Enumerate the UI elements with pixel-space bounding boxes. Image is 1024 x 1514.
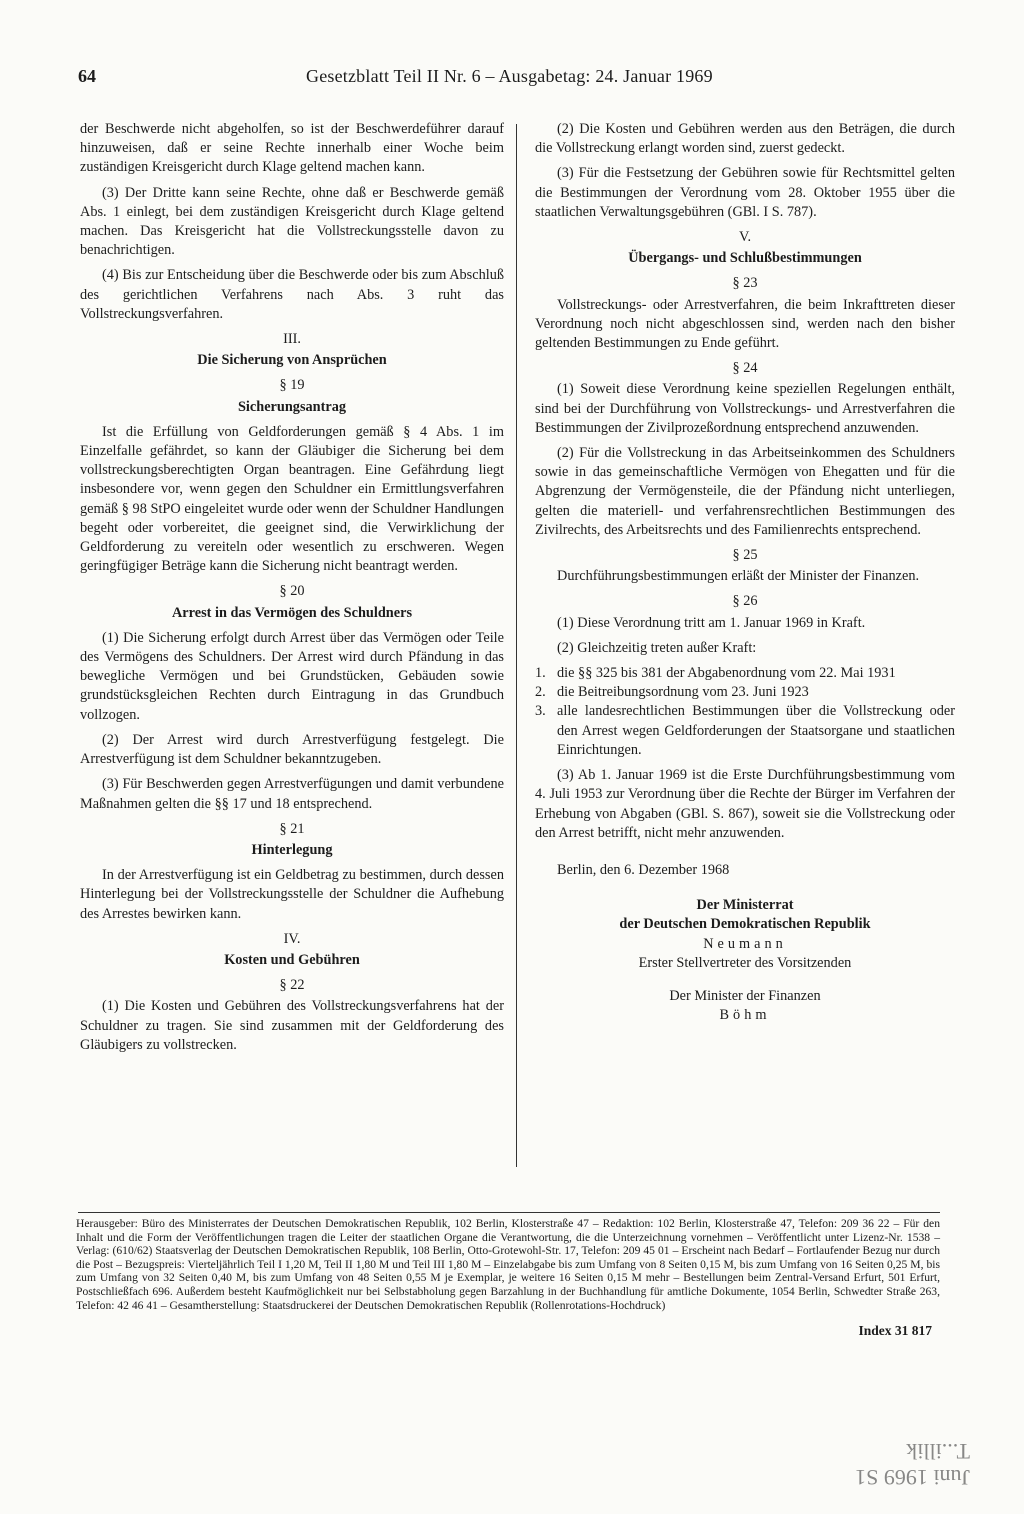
paragraph: (2) Die Kosten und Gebühren werden aus den Beträgen, die durch die Vollstreckung erlangt worden sind, zuerst gedeckt.	[535, 121, 955, 157]
paragraph: (3) Für die Festsetzung der Gebühren sowie für Rechtsmittel gelten die Bestimmungen der Verordnung vom 28. Oktober 1955 über die staatlichen Verwaltungsgebühren (GBl. I S. 787).	[535, 165, 955, 220]
list-item-text: die §§ 325 bis 381 der Abgabenordnung vom 22. Mai 1931	[557, 665, 896, 682]
signing-body-country: der Deutschen Demokratischen Republik	[619, 916, 871, 933]
repeal-list	[535, 664, 955, 760]
paragraph: (1) Diese Verordnung tritt am 1. Januar 1969 in Kraft.	[557, 614, 866, 631]
section-number: III.	[283, 331, 301, 348]
paragraph: (3) Für Beschwerden gegen Arrestverfügungen und damit verbundene Maßnahmen gelten die §§ 17 und 18 entsprechend.	[80, 776, 504, 812]
paragraph: Ist die Erfüllung von Geldforderungen gemäß § 4 Abs. 1 im Einzelfalle gefährdet, so kann der Gläubiger die Sicherung bei dem vollstreckungsberechtigten Organ beantragen. Eine Gefährdung liegt insbesondere vor, wenn gegen den Schuldner ein Ermittlungsverfahren gemäß § 98 StPO eingeleitet wurde oder wenn der Schuldner Handlungen begeht oder vorbereitet, die geeignet sind, die Verwirklichung der Geldforderung zu vereiteln oder wesentlich zu erschweren. Wegen geringfügiger Beträge kann die Sicherung nicht beantragt werden.	[80, 423, 504, 575]
subsection-heading: Hinterlegung	[251, 841, 333, 858]
bleed-through-line: Juni 1969 S1	[855, 1465, 970, 1490]
paragraph-sign: § 19	[279, 377, 305, 394]
page-header	[78, 66, 954, 94]
paragraph-sign: § 22	[279, 977, 305, 994]
paragraph-sign: § 24	[732, 360, 758, 377]
paragraph: (1) Soweit diese Verordnung keine speziellen Regelungen enthält, sind bei der Durchführung von Vollstreckungs- und Arrestverfahren die Bestimmungen der Zivilprozeßordnung entsprechend anzuwenden.	[535, 381, 955, 436]
section-number: V.	[738, 229, 752, 246]
paragraph: (3) Der Dritte kann seine Rechte, ohne daß er Beschwerde gemäß Abs. 1 einlegt, bei dem zuständigen Kreisgericht durch Klage geltend machen. Das Kreisgericht hat die Vollstreckungsstelle davon zu benachrichtigen.	[80, 184, 504, 259]
paragraph: Durchführungsbestimmungen erläßt der Minister der Finanzen.	[557, 568, 920, 585]
paragraph: In der Arrestverfügung ist ein Geldbetrag zu bestimmen, durch dessen Hinterlegung bei der Vollstreckungsstelle der Schuldner die Aufhebung des Arrestes bewirken kann.	[80, 867, 504, 922]
running-title: Gesetzblatt Teil II Nr. 6 – Ausgabetag: 24. Januar 1969	[306, 66, 713, 86]
bleed-through-line: T...illik	[906, 1439, 970, 1464]
signatory-role: Erster Stellvertreter des Vorsitzenden	[638, 954, 852, 971]
right-column	[535, 120, 955, 1025]
section-number: IV.	[283, 930, 301, 947]
paragraph-sign: § 25	[732, 547, 758, 564]
paragraph-sign: § 26	[732, 593, 758, 610]
paragraph-sign: § 23	[732, 275, 758, 292]
section-heading: Übergangs- und Schlußbestimmungen	[628, 250, 862, 267]
signatory-name: Neumann	[703, 935, 787, 952]
paragraph-sign: § 21	[279, 820, 305, 837]
list-item	[535, 664, 955, 683]
column-divider	[516, 124, 517, 1167]
bleed-through-text	[720, 1430, 970, 1490]
list-item	[535, 683, 955, 702]
footer-divider	[78, 1212, 940, 1213]
signatory-name: Böhm	[719, 1007, 771, 1024]
section-heading: Die Sicherung von Ansprüchen	[197, 352, 387, 369]
paragraph: (1) Die Sicherung erfolgt durch Arrest über das Vermögen oder Teile des Vermögens des Schuldners. Der Arrest wird durch Pfändung in das bewegliche Vermögen und bei Grundstücken, Gebäuden sowie grundstücksgleichen Rechten durch Eintragung in das Grundbuch vollzogen.	[80, 629, 504, 723]
subsection-heading: Arrest in das Vermögen des Schuldners	[171, 604, 413, 621]
section-heading: Kosten und Gebühren	[224, 951, 360, 968]
paragraph: (2) Für die Vollstreckung in das Arbeitseinkommen des Schuldners sowie in das gemeinschaftliche Vermögen von Ehegatten und für die Abgrenzung der Vermögensteile, die der Pfändung nicht unterliegen, gelten die materiell- und verfahrensrechtlichen Bestimmungen des Zivilrechts, des Arbeitsrechts und des Familienrechts entsprechend.	[535, 445, 955, 538]
list-item-text: alle landesrechtlichen Bestimmungen über die Vollstreckung oder den Arrest wegen Geldforderungen der Staatsorgane und staatlichen Einrichtungen.	[557, 703, 955, 758]
paragraph: (2) Der Arrest wird durch Arrestverfügung festgelegt. Die Arrestverfügung ist dem Schuldner bekanntzugeben.	[80, 731, 504, 768]
list-item	[535, 702, 955, 760]
paragraph: Vollstreckungs- oder Arrestverfahren, die beim Inkrafttreten dieser Verordnung noch nicht abgeschlossen sind, werden nach den bisher geltenden Bestimmungen zu Ende geführt.	[535, 296, 955, 352]
signing-body: Der Ministerrat	[696, 897, 794, 914]
list-item-number: 3.	[535, 703, 546, 720]
paragraph: (2) Gleichzeitig treten außer Kraft:	[557, 639, 757, 656]
list-item-number: 1.	[535, 665, 546, 682]
list-item-text: die Beitreibungsordnung vom 23. Juni 1923	[557, 684, 809, 701]
paragraph: der Beschwerde nicht abgeholfen, so ist der Beschwerdeführer darauf hinzuweisen, daß er seine Rechte innerhalb einer Woche beim zuständigen Kreisgericht durch Klage geltend machen kann.	[80, 121, 504, 176]
place-and-date: Berlin, den 6. Dezember 1968	[557, 861, 730, 878]
subsection-heading: Sicherungsantrag	[237, 398, 347, 415]
imprint: Herausgeber: Büro des Ministerrates der Deutschen Demokratischen Republik, 102 Berlin, Klosterstraße 47 – Redaktion: 102 Berlin, Klosterstraße 47, Telefon: 209 36 22 – Für den Inhalt und die Form der Veröffentlichungen tragen die Leiter der staatlichen Organe die Verantwortung, die die Unterzeichnung vornehmen – Veröffentlicht unter Lizenz-Nr. 1538 – Verlag: (610/62) Staatsverlag der Deutschen Demokratischen Republik, 108 Berlin, Otto-Grotewohl-Str. 17, Telefon: 209 45 01 – Erscheint nach Bedarf – Fortlaufender Bezug nur durch die Post – Bezugspreis: Vierteljährlich Teil I 1,20 M, Teil II 1,80 M und Teil III 1,80 M – Einzelabgabe bis zum Umfang von 8 Seiten 0,15 M, bis zum Umfang von 16 Seiten 0,25 M, bis zum Umfang von 32 Seiten 0,40 M, bis zum Umfang von 48 Seiten 0,55 M je Exemplar, je weitere 16 Seiten 0,15 M mehr – Bestellungen beim Zentral-Versand Erfurt, 501 Erfurt, Postschließfach 696. Außerdem besteht Kaufmöglichkeit nur bei Selbstabholung gegen Barzahlung in der Buchhandlung für amtliche Dokumente, 1054 Berlin, Schwedter Straße 263, Telefon: 42 46 41 – Gesamtherstellung: Staatsdruckerei der Deutschen Demokratischen Republik (Rollenrotations-Hochdruck)	[76, 1217, 940, 1312]
signatory-role: Der Minister der Finanzen	[669, 987, 821, 1004]
paragraph: (1) Die Kosten und Gebühren des Vollstreckungsverfahrens hat der Schuldner zu tragen. Sie sind zusammen mit der Geldforderung des Gläubigers zu vollstrecken.	[80, 998, 504, 1053]
paragraph: (4) Bis zur Entscheidung über die Beschwerde oder bis zum Abschluß des gerichtlichen Verfahrens nach Abs. 3 ruht das Vollstreckungsverfahren.	[80, 267, 504, 322]
list-item-number: 2.	[535, 684, 546, 701]
page-number: 64	[78, 66, 96, 86]
left-column	[80, 120, 504, 1061]
index-number: Index 31 817	[858, 1323, 932, 1338]
paragraph: (3) Ab 1. Januar 1969 ist die Erste Durchführungsbestimmung vom 4. Juli 1953 zur Verordnung über die Rechte der Bürger im Verfahren der Erhebung von Abgaben (GBl. S. 867), soweit sie die Vollstreckung oder den Arrest betrifft, nicht mehr anzuwenden.	[535, 767, 955, 841]
paragraph-sign: § 20	[279, 583, 305, 600]
